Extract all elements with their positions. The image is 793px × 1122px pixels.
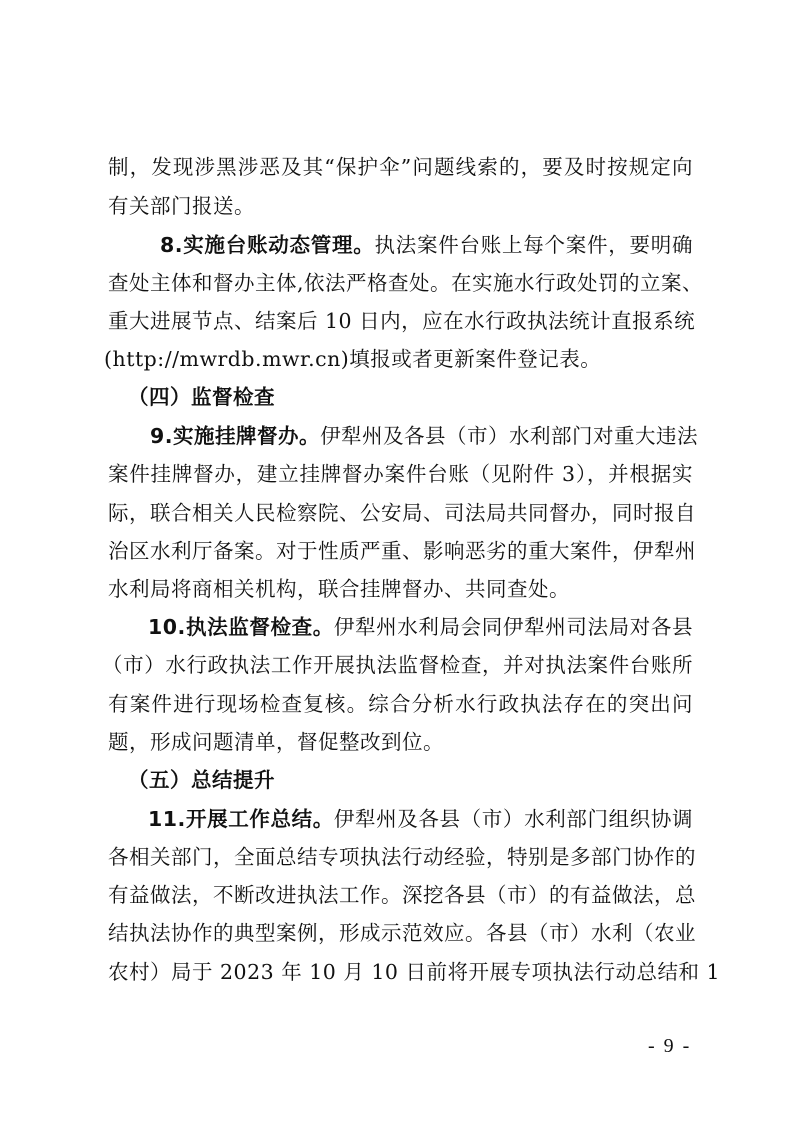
item-8-text: 执法案件台账上每个案件，要明确	[374, 233, 693, 257]
body-line: 治区水利厅备案。对于性质严重、影响恶劣的重大案件，伊犁州	[108, 539, 696, 563]
item-11-lead: 11.开展工作总结。	[148, 807, 334, 831]
body-line: 有益做法，不断改进执法工作。深挖各县（市）的有益做法，总	[108, 883, 696, 907]
body-line: 际，联合相关人民检察院、公安局、司法局共同督办，同时报自	[108, 501, 696, 525]
body-line: 题，形成问题清单，督促整改到位。	[108, 730, 444, 754]
body-line: 有案件进行现场检查复核。综合分析水行政执法存在的突出问	[108, 692, 693, 716]
section-heading-4: （四）监督检查	[128, 385, 275, 409]
item-9-text: 伊犁州及各县（市）水利部门对重大违法	[320, 424, 699, 448]
body-line: 各相关部门，全面总结专项执法行动经验，特别是多部门协作的	[108, 845, 696, 869]
item-10-text: 伊犁州水利局会同伊犁州司法局对各县	[333, 615, 693, 639]
item-11-line	[148, 804, 693, 834]
item-9-lead: 9.实施挂牌督办。	[150, 424, 321, 448]
item-9-line	[150, 421, 699, 451]
body-line: 结执法协作的典型案例，形成示范效应。各县（市）水利（农业	[108, 921, 696, 945]
body-line: 有关部门报送。	[108, 194, 255, 218]
section-heading-5: （五）总结提升	[128, 768, 275, 792]
body-line: 重大进展节点、结案后 10 日内，应在水行政执法统计直报系统	[108, 309, 696, 333]
body-line: 案件挂牌督办，建立挂牌督办案件台账（见附件 3），并根据实	[108, 462, 693, 486]
body-line: 查处主体和督办主体,依法严格查处。在实施水行政处罚的立案、	[108, 271, 704, 295]
item-10-line	[148, 612, 693, 642]
item-11-text: 伊犁州及各县（市）水利部门组织协调	[333, 807, 693, 831]
item-10-lead: 10.执法监督检查。	[148, 615, 334, 639]
body-line: 制，发现涉黑涉恶及其“保护伞”问题线索的，要及时按规定向	[108, 155, 693, 179]
body-line: （市）水行政执法工作开展执法监督检查，并对执法案件台账所	[102, 653, 693, 677]
item-8-line	[160, 230, 693, 260]
body-line: (http://mwrdb.mwr.cn)填报或者更新案件登记表。	[104, 347, 602, 371]
body-line: 农村）局于 2023 年 10 月 10 日前将开展专项执法行动总结和 1	[108, 960, 720, 984]
page-number: - 9 -	[648, 1035, 692, 1057]
item-8-lead: 8.实施台账动态管理。	[160, 233, 375, 257]
body-line: 水利局将商相关机构，联合挂牌督办、共同查处。	[108, 577, 570, 601]
